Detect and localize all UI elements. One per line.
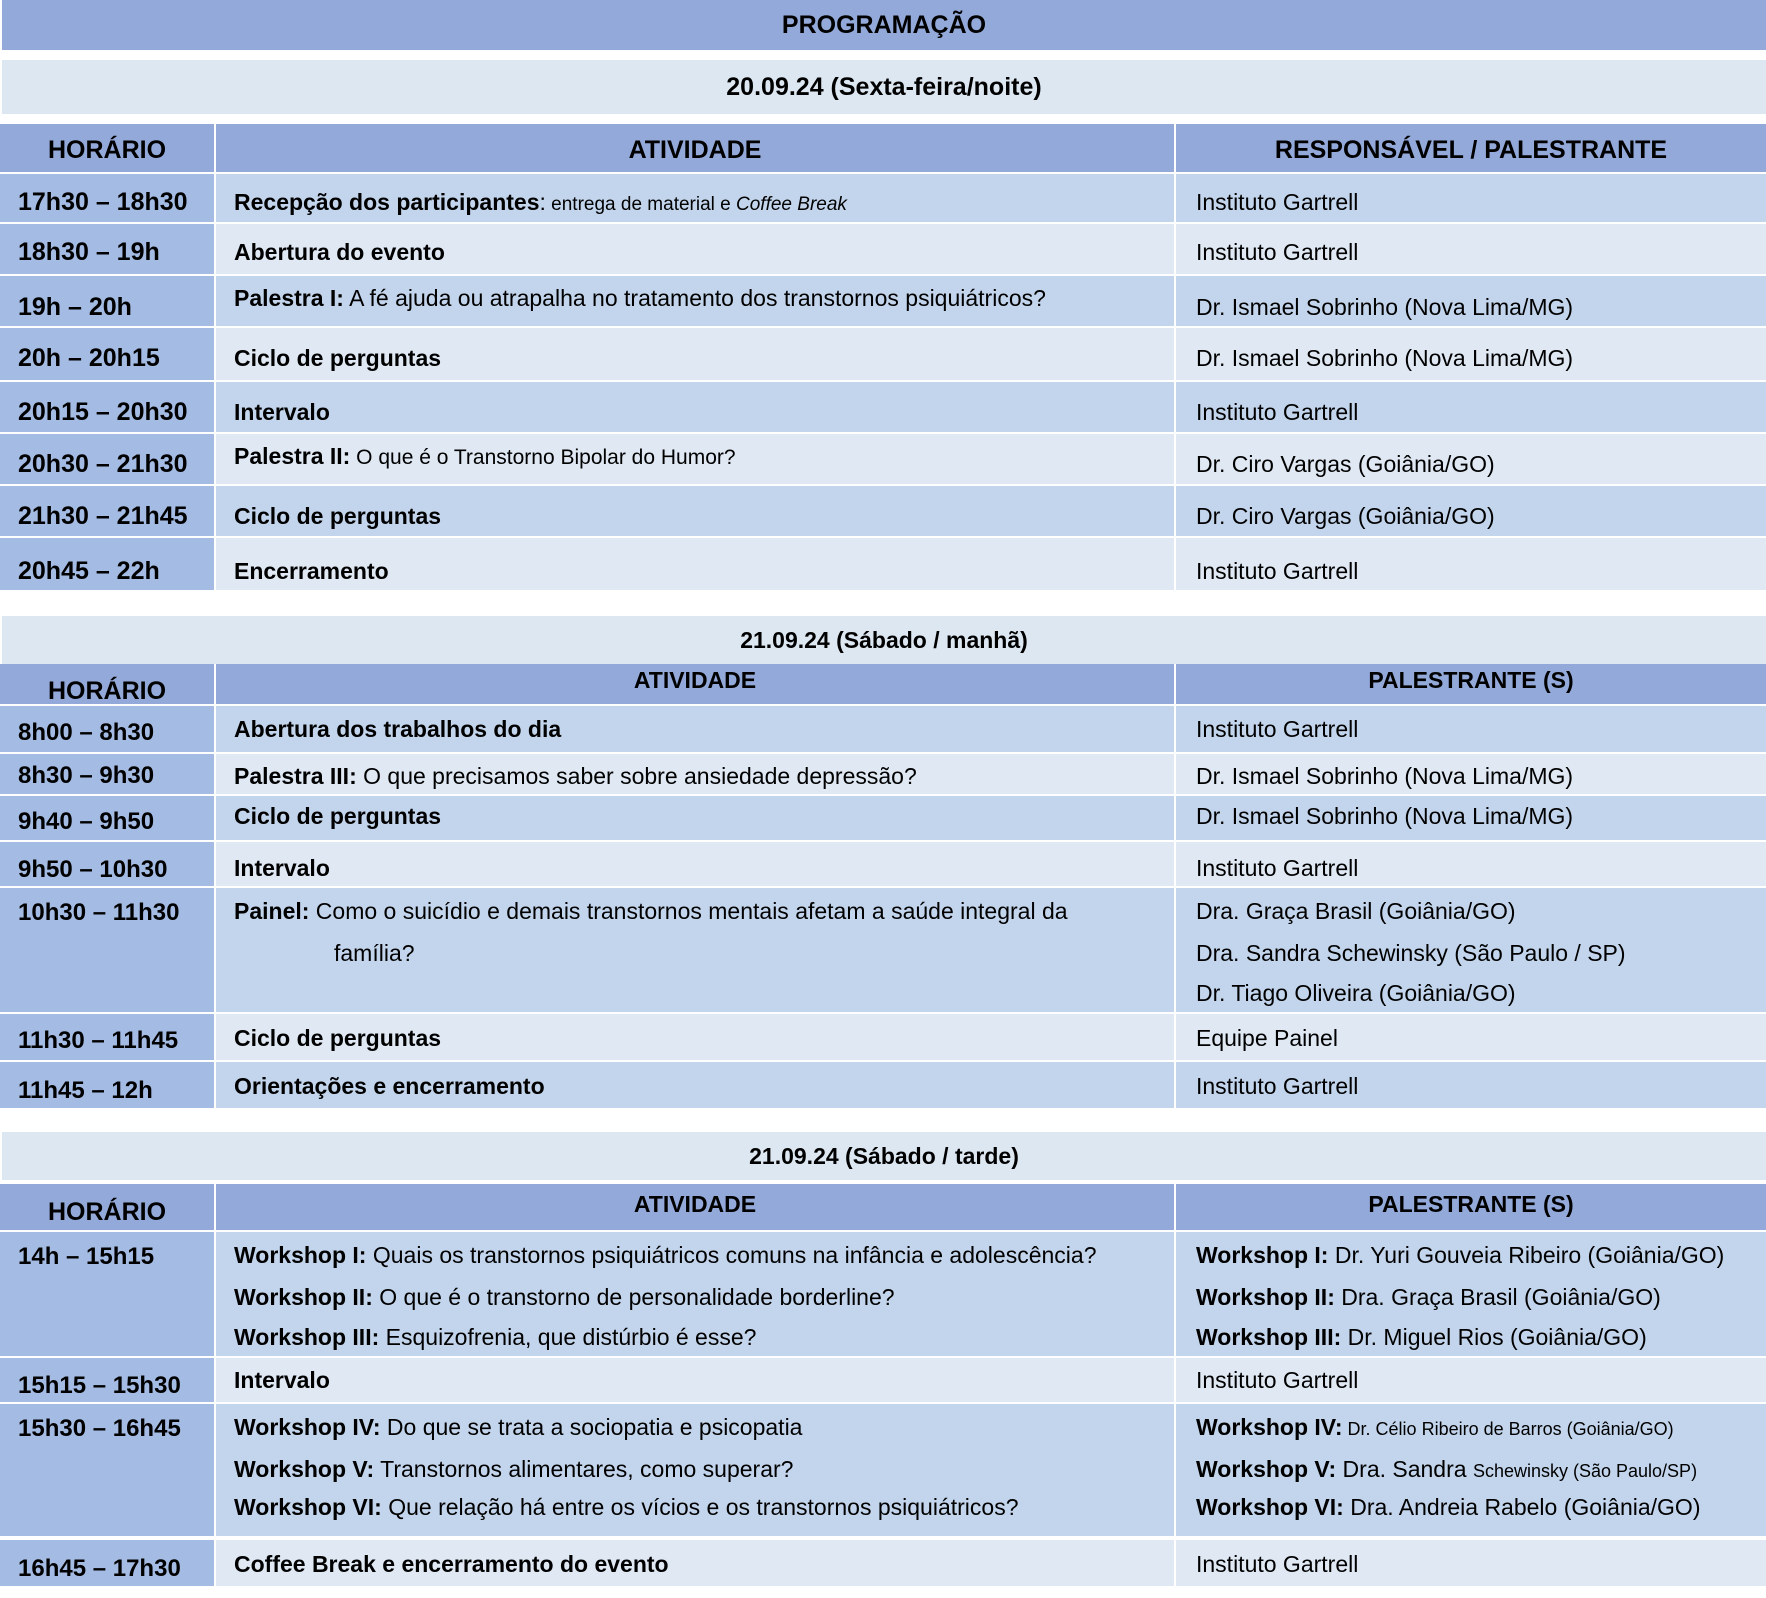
table-row bbox=[0, 706, 1766, 752]
time-cell: 20h15 – 20h30 bbox=[0, 382, 214, 432]
activity-line bbox=[234, 898, 1068, 925]
workshop-topic: Quais os transtornos psiquiátricos comuns na infância e adolescência? bbox=[366, 1242, 1097, 1268]
responsible-cell: Instituto Gartrell bbox=[1176, 1358, 1766, 1402]
time-cell: 18h30 – 19h bbox=[0, 224, 214, 274]
workshop-line bbox=[234, 1494, 1018, 1521]
speaker-name: Dra. Graça Brasil (Goiânia/GO) bbox=[1334, 1284, 1661, 1310]
table-row bbox=[0, 1540, 1766, 1586]
workshop-topic: Que relação há entre os vícios e os transtornos psiquiátricos? bbox=[381, 1494, 1019, 1520]
header-palestrante: PALESTRANTE (S) bbox=[1176, 1184, 1766, 1230]
activity-title: Intervalo bbox=[234, 855, 330, 881]
responsible-cell bbox=[1176, 1232, 1766, 1356]
header-row-day3 bbox=[0, 1184, 1766, 1230]
speaker-name: Dr. Yuri Gouveia Ribeiro (Goiânia/GO) bbox=[1328, 1242, 1725, 1268]
responsible-cell: Instituto Gartrell bbox=[1176, 706, 1766, 752]
activity-title: Palestra III: bbox=[234, 763, 357, 789]
time-cell: 8h30 – 9h30 bbox=[0, 754, 214, 794]
time-cell: 20h45 – 22h bbox=[0, 538, 214, 590]
responsible-cell: Dr. Ismael Sobrinho (Nova Lima/MG) bbox=[1176, 754, 1766, 794]
header-horario: HORÁRIO bbox=[0, 1184, 214, 1230]
workshop-title: Workshop VI: bbox=[1196, 1494, 1344, 1520]
workshop-topic: O que é o transtorno de personalidade borderline? bbox=[372, 1284, 895, 1310]
activity-title: Coffee Break e encerramento do evento bbox=[234, 1551, 669, 1577]
header-atividade: ATIVIDADE bbox=[216, 1184, 1174, 1230]
time-cell: 9h50 – 10h30 bbox=[0, 842, 214, 886]
workshop-title: Workshop III: bbox=[234, 1324, 380, 1350]
time-cell: 15h15 – 15h30 bbox=[0, 1358, 214, 1402]
activity-title: Abertura do evento bbox=[234, 239, 445, 265]
header-atividade: ATIVIDADE bbox=[216, 124, 1174, 172]
header-responsavel: RESPONSÁVEL / PALESTRANTE bbox=[1176, 124, 1766, 172]
activity-cell bbox=[216, 1062, 1174, 1108]
activity-cell bbox=[216, 796, 1174, 840]
table-row bbox=[0, 328, 1766, 380]
time-cell: 16h45 – 17h30 bbox=[0, 1540, 214, 1586]
table-row bbox=[0, 1014, 1766, 1060]
header-atividade: ATIVIDADE bbox=[216, 664, 1174, 704]
activity-line-cont: família? bbox=[334, 940, 415, 966]
time-cell: 11h45 – 12h bbox=[0, 1062, 214, 1108]
time-cell: 8h00 – 8h30 bbox=[0, 706, 214, 752]
activity-detail: entrega de material e bbox=[545, 194, 737, 215]
activity-title: Palestra I: bbox=[234, 285, 344, 311]
activity-sep: : bbox=[539, 189, 546, 215]
workshop-title: Workshop V: bbox=[234, 1456, 375, 1482]
table-row bbox=[0, 276, 1766, 326]
activity-text: O que precisamos saber sobre ansiedade depressão? bbox=[356, 763, 917, 789]
workshop-speaker-line bbox=[1196, 1324, 1647, 1351]
day-label-3: 21.09.24 (Sábado / tarde) bbox=[2, 1132, 1766, 1180]
workshop-line bbox=[234, 1324, 756, 1351]
activity-title: Ciclo de perguntas bbox=[234, 1025, 442, 1051]
activity-cell bbox=[216, 276, 1174, 326]
table-row bbox=[0, 174, 1766, 222]
activity-cell bbox=[216, 1014, 1174, 1060]
day-label-1: 20.09.24 (Sexta-feira/noite) bbox=[2, 60, 1766, 114]
table-row bbox=[0, 434, 1766, 484]
workshop-topic: Esquizofrenia, que distúrbio é esse? bbox=[379, 1324, 757, 1350]
activity-cell bbox=[216, 1540, 1174, 1586]
table-row bbox=[0, 538, 1766, 590]
responsible-cell: Equipe Painel bbox=[1176, 1014, 1766, 1060]
header-row-day1 bbox=[0, 124, 1766, 172]
table-row bbox=[0, 754, 1766, 794]
day-label-2: 21.09.24 (Sábado / manhã) bbox=[2, 616, 1766, 664]
time-cell: 20h – 20h15 bbox=[0, 328, 214, 380]
speaker-name: Dra. Andreia Rabelo (Goiânia/GO) bbox=[1343, 1494, 1701, 1520]
table-row bbox=[0, 224, 1766, 274]
responsible-line: Dr. Tiago Oliveira (Goiânia/GO) bbox=[1196, 980, 1516, 1006]
time-cell: 21h30 – 21h45 bbox=[0, 486, 214, 536]
time-cell: 15h30 – 16h45 bbox=[0, 1404, 214, 1536]
workshop-title: Workshop V: bbox=[1196, 1456, 1337, 1482]
time-cell: 14h – 15h15 bbox=[0, 1232, 214, 1356]
time-cell: 10h30 – 11h30 bbox=[0, 888, 214, 1012]
workshop-topic: Transtornos alimentares, como superar? bbox=[374, 1456, 794, 1482]
activity-cell bbox=[216, 382, 1174, 432]
workshop-title: Workshop VI: bbox=[234, 1494, 382, 1520]
activity-title: Encerramento bbox=[234, 558, 389, 584]
activity-title: Orientações e encerramento bbox=[234, 1073, 545, 1099]
activity-cell bbox=[216, 1232, 1174, 1356]
workshop-title: Workshop IV: bbox=[1196, 1414, 1343, 1440]
activity-cell bbox=[216, 1358, 1174, 1402]
workshop-topic: Do que se trata a sociopatia e psicopatia bbox=[380, 1414, 803, 1440]
table-row bbox=[0, 382, 1766, 432]
responsible-cell: Instituto Gartrell bbox=[1176, 224, 1766, 274]
workshop-line bbox=[234, 1242, 1096, 1269]
workshop-speaker-line bbox=[1196, 1284, 1661, 1311]
workshop-speaker-line bbox=[1196, 1242, 1724, 1269]
responsible-cell bbox=[1176, 1404, 1766, 1536]
responsible-line: Dra. Graça Brasil (Goiânia/GO) bbox=[1196, 898, 1516, 924]
workshop-line bbox=[234, 1284, 895, 1311]
activity-cell bbox=[216, 486, 1174, 536]
activity-detail-italic: Coffee Break bbox=[736, 194, 847, 215]
activity-text: Como o suicídio e demais transtornos mentais afetam a saúde integral da bbox=[309, 898, 1068, 924]
header-horario: HORÁRIO bbox=[0, 664, 214, 704]
workshop-title: Workshop IV: bbox=[234, 1414, 381, 1440]
table-row bbox=[0, 888, 1766, 1012]
workshop-speaker-line bbox=[1196, 1414, 1674, 1441]
responsible-cell: Dr. Ismael Sobrinho (Nova Lima/MG) bbox=[1176, 276, 1766, 326]
header-horario: HORÁRIO bbox=[0, 124, 214, 172]
speaker-name: Dr. Célio Ribeiro de Barros (Goiânia/GO) bbox=[1342, 1419, 1674, 1439]
activity-cell bbox=[216, 1404, 1174, 1536]
activity-text: A fé ajuda ou atrapalha no tratamento dos transtornos psiquiátricos? bbox=[343, 285, 1046, 311]
workshop-line bbox=[234, 1414, 802, 1441]
activity-title: Palestra II: bbox=[234, 443, 351, 469]
activity-cell bbox=[216, 706, 1174, 752]
speaker-name: Dr. Miguel Rios (Goiânia/GO) bbox=[1341, 1324, 1647, 1350]
table-row bbox=[0, 842, 1766, 886]
time-cell: 11h30 – 11h45 bbox=[0, 1014, 214, 1060]
activity-cell bbox=[216, 434, 1174, 484]
workshop-speaker-line bbox=[1196, 1494, 1700, 1521]
activity-title: Ciclo de perguntas bbox=[234, 503, 442, 529]
responsible-cell: Dr. Ciro Vargas (Goiânia/GO) bbox=[1176, 486, 1766, 536]
time-cell: 17h30 – 18h30 bbox=[0, 174, 214, 222]
responsible-cell: Instituto Gartrell bbox=[1176, 382, 1766, 432]
responsible-cell: Instituto Gartrell bbox=[1176, 1062, 1766, 1108]
table-row bbox=[0, 1404, 1766, 1536]
responsible-cell: Instituto Gartrell bbox=[1176, 538, 1766, 590]
speaker-name: Dra. Sandra bbox=[1336, 1456, 1473, 1482]
workshop-speaker-line bbox=[1196, 1456, 1697, 1483]
table-row bbox=[0, 1358, 1766, 1402]
table-row bbox=[0, 486, 1766, 536]
table-row bbox=[0, 1062, 1766, 1108]
activity-text: O que é o Transtorno Bipolar do Humor? bbox=[350, 446, 736, 469]
activity-cell bbox=[216, 538, 1174, 590]
workshop-title: Workshop I: bbox=[1196, 1242, 1329, 1268]
workshop-title: Workshop II: bbox=[234, 1284, 373, 1310]
responsible-cell: Instituto Gartrell bbox=[1176, 1540, 1766, 1586]
header-palestrante: PALESTRANTE (S) bbox=[1176, 664, 1766, 704]
table-row bbox=[0, 1232, 1766, 1356]
activity-title: Intervalo bbox=[234, 1367, 330, 1393]
activity-cell bbox=[216, 842, 1174, 886]
workshop-title: Workshop II: bbox=[1196, 1284, 1335, 1310]
activity-cell bbox=[216, 224, 1174, 274]
workshop-title: Workshop I: bbox=[234, 1242, 367, 1268]
responsible-cell: Dr. Ismael Sobrinho (Nova Lima/MG) bbox=[1176, 796, 1766, 840]
responsible-cell: Instituto Gartrell bbox=[1176, 174, 1766, 222]
responsible-cell: Instituto Gartrell bbox=[1176, 842, 1766, 886]
activity-title: Intervalo bbox=[234, 399, 330, 425]
activity-cell bbox=[216, 754, 1174, 794]
activity-cell bbox=[216, 888, 1174, 1012]
workshop-title: Workshop III: bbox=[1196, 1324, 1342, 1350]
responsible-line: Dra. Sandra Schewinsky (São Paulo / SP) bbox=[1196, 940, 1626, 966]
table-row bbox=[0, 796, 1766, 840]
time-cell: 20h30 – 21h30 bbox=[0, 434, 214, 484]
responsible-cell bbox=[1176, 888, 1766, 1012]
page-title: PROGRAMAÇÃO bbox=[2, 0, 1766, 50]
activity-cell bbox=[216, 174, 1174, 222]
activity-title: Recepção dos participantes bbox=[234, 189, 540, 215]
activity-title: Painel: bbox=[234, 898, 310, 924]
activity-cell bbox=[216, 328, 1174, 380]
time-cell: 9h40 – 9h50 bbox=[0, 796, 214, 840]
responsible-cell: Dr. Ismael Sobrinho (Nova Lima/MG) bbox=[1176, 328, 1766, 380]
header-row-day2 bbox=[0, 664, 1766, 704]
activity-title: Ciclo de perguntas bbox=[234, 345, 442, 371]
activity-title: Abertura dos trabalhos do dia bbox=[234, 716, 562, 742]
speaker-name-rest: Schewinsky (São Paulo/SP) bbox=[1472, 1461, 1698, 1481]
workshop-line bbox=[234, 1456, 793, 1483]
time-cell: 19h – 20h bbox=[0, 276, 214, 326]
responsible-cell: Dr. Ciro Vargas (Goiânia/GO) bbox=[1176, 434, 1766, 484]
activity-title: Ciclo de perguntas bbox=[234, 803, 442, 829]
